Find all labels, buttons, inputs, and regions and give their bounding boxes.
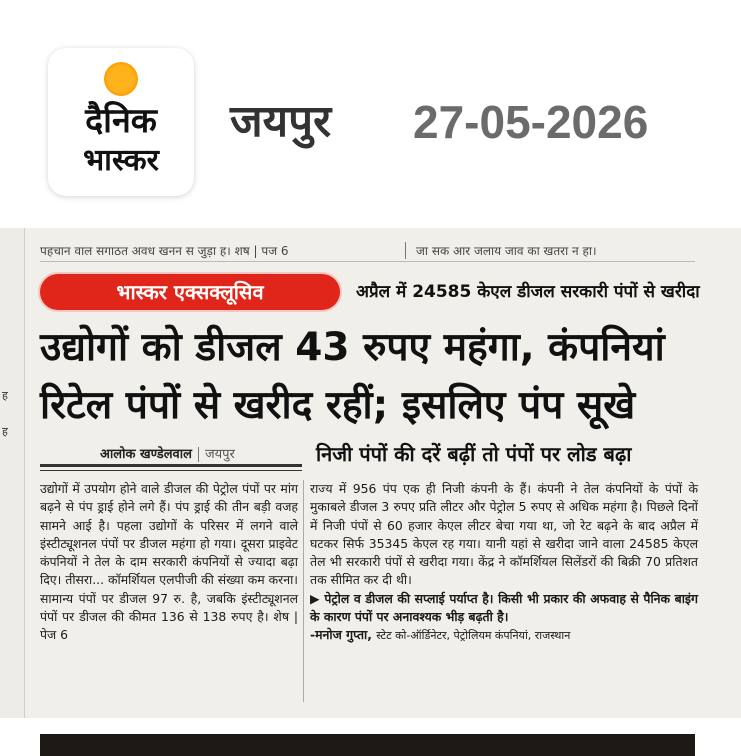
edition-city: जयपुर: [230, 96, 332, 147]
exclusive-badge: [40, 274, 340, 310]
kicker: अप्रैल में 24585 केएल डीजल सरकारी पंपों से खरीदा: [356, 282, 700, 302]
headline-line-1: उद्योगों को डीजल 43 रुपए महंगा, कंपनियां: [40, 325, 665, 370]
left-edge-strip: [0, 228, 25, 718]
divider: [40, 261, 695, 262]
subheadline: निजी पंपों की दरें बढ़ीं तो पंपों पर लोड बढ़ा: [316, 442, 632, 466]
header: [0, 0, 741, 215]
spacer: [0, 718, 741, 734]
body-paragraph: राज्य में 956 पंप एक ही निजी कंपनी के हैं। कंपनी ने तेल कंपनियों के पंपों के मुकाबले डीजल 3 रुपए प्रति लीटर और पेट्रोल 5 रुपए से अधिक महंगा है। पिछले दिनों में निजी पंपों से 60 हजार केएल लीटर बेचा गया था, जो रेट बढ़ने के बाद अप्रैल में घटकर सिर्फ 35345 केएल रह गया। यानी यहां से खरीदा जाने वाला 24585 केएल तेल भी सरकारी पंपों से खरीदा गया। केंद्र ने कॉमर्शियल सिलेंडरों की बिक्री 70 प्रतिशत तक सीमित कर दी थी।: [310, 481, 698, 588]
byline: [100, 444, 235, 462]
column-divider: [303, 480, 304, 702]
quote-author: -मनोज गुप्ता,: [310, 627, 372, 643]
edge-char: ह: [2, 389, 8, 402]
dainik-bhaskar-logo: [48, 48, 194, 196]
edition-date: 27-05-2026: [413, 96, 649, 148]
sun-icon: [104, 62, 138, 96]
logo-line-1: दैनिक: [85, 101, 157, 141]
body-paragraph: उद्योगों में उपयोग होने वाले डीजल की पेट्रोल पंपों पर मांग बढ़ने से पंप ड्राई होने लगे हैं। पंप ड्राई की तीन बड़ी वजह सामने आई है। पहला उद्योगों के परिसर में लगने वाले इंस्टीट्यूशनल पंपों पर डीजल महंगा हो गया। दूसरा प्राइवेट कंपनियों ने तेल के दाम सरकारी कंपनियों से ज्यादा बढ़ा दिए। तीसरा... कॉमर्शियल एलपीजी की संख्या कम करना। सामान्य पंपों पर डीजल 97 रु. है, जबकि इंस्टीट्यूशनल पंपों पर डीजल की कीमत 136 से 138 रुपए है। शेष | पेज 6: [40, 481, 298, 643]
author-name: आलोक खण्डेलवाल: [100, 447, 192, 462]
headline-line-2: रिटेल पंपों से खरीद रहीं; इसलिए पंप सूखे: [40, 383, 636, 428]
newspaper-clipping: [0, 228, 741, 718]
body-column-1: [40, 480, 298, 645]
previous-story-tail-right: जा सक आर जलाय जाव का खतरा न हा।: [405, 242, 597, 259]
previous-story-tail-left: पहचान वाल सगाठत अवध खनन स जुड़ा ह। शष | पज 6: [40, 244, 289, 258]
divider: [40, 464, 302, 467]
quote-role: स्टेट को-ऑर्डिनेटर, पेट्रोलियम कंपनियां, राजस्थान: [376, 629, 571, 643]
edge-char: ह: [2, 425, 8, 438]
quote-attribution: [310, 626, 698, 645]
body-column-2: [310, 480, 698, 646]
dateline: जयपुर: [198, 447, 235, 462]
logo-line-2: भास्कर: [83, 143, 159, 178]
quote: ▶ पेट्रोल व डीजल की सप्लाई पर्याप्त है। किसी भी प्रकार की अफवाह से पैनिक बाइंग के कारण पंपों पर अनावश्यक भीड़ बढ़ती है।: [310, 590, 698, 625]
exclusive-badge-label: भास्कर एक्सक्लूसिव: [116, 280, 264, 304]
divider: [40, 470, 302, 471]
next-image-strip: [40, 734, 695, 756]
